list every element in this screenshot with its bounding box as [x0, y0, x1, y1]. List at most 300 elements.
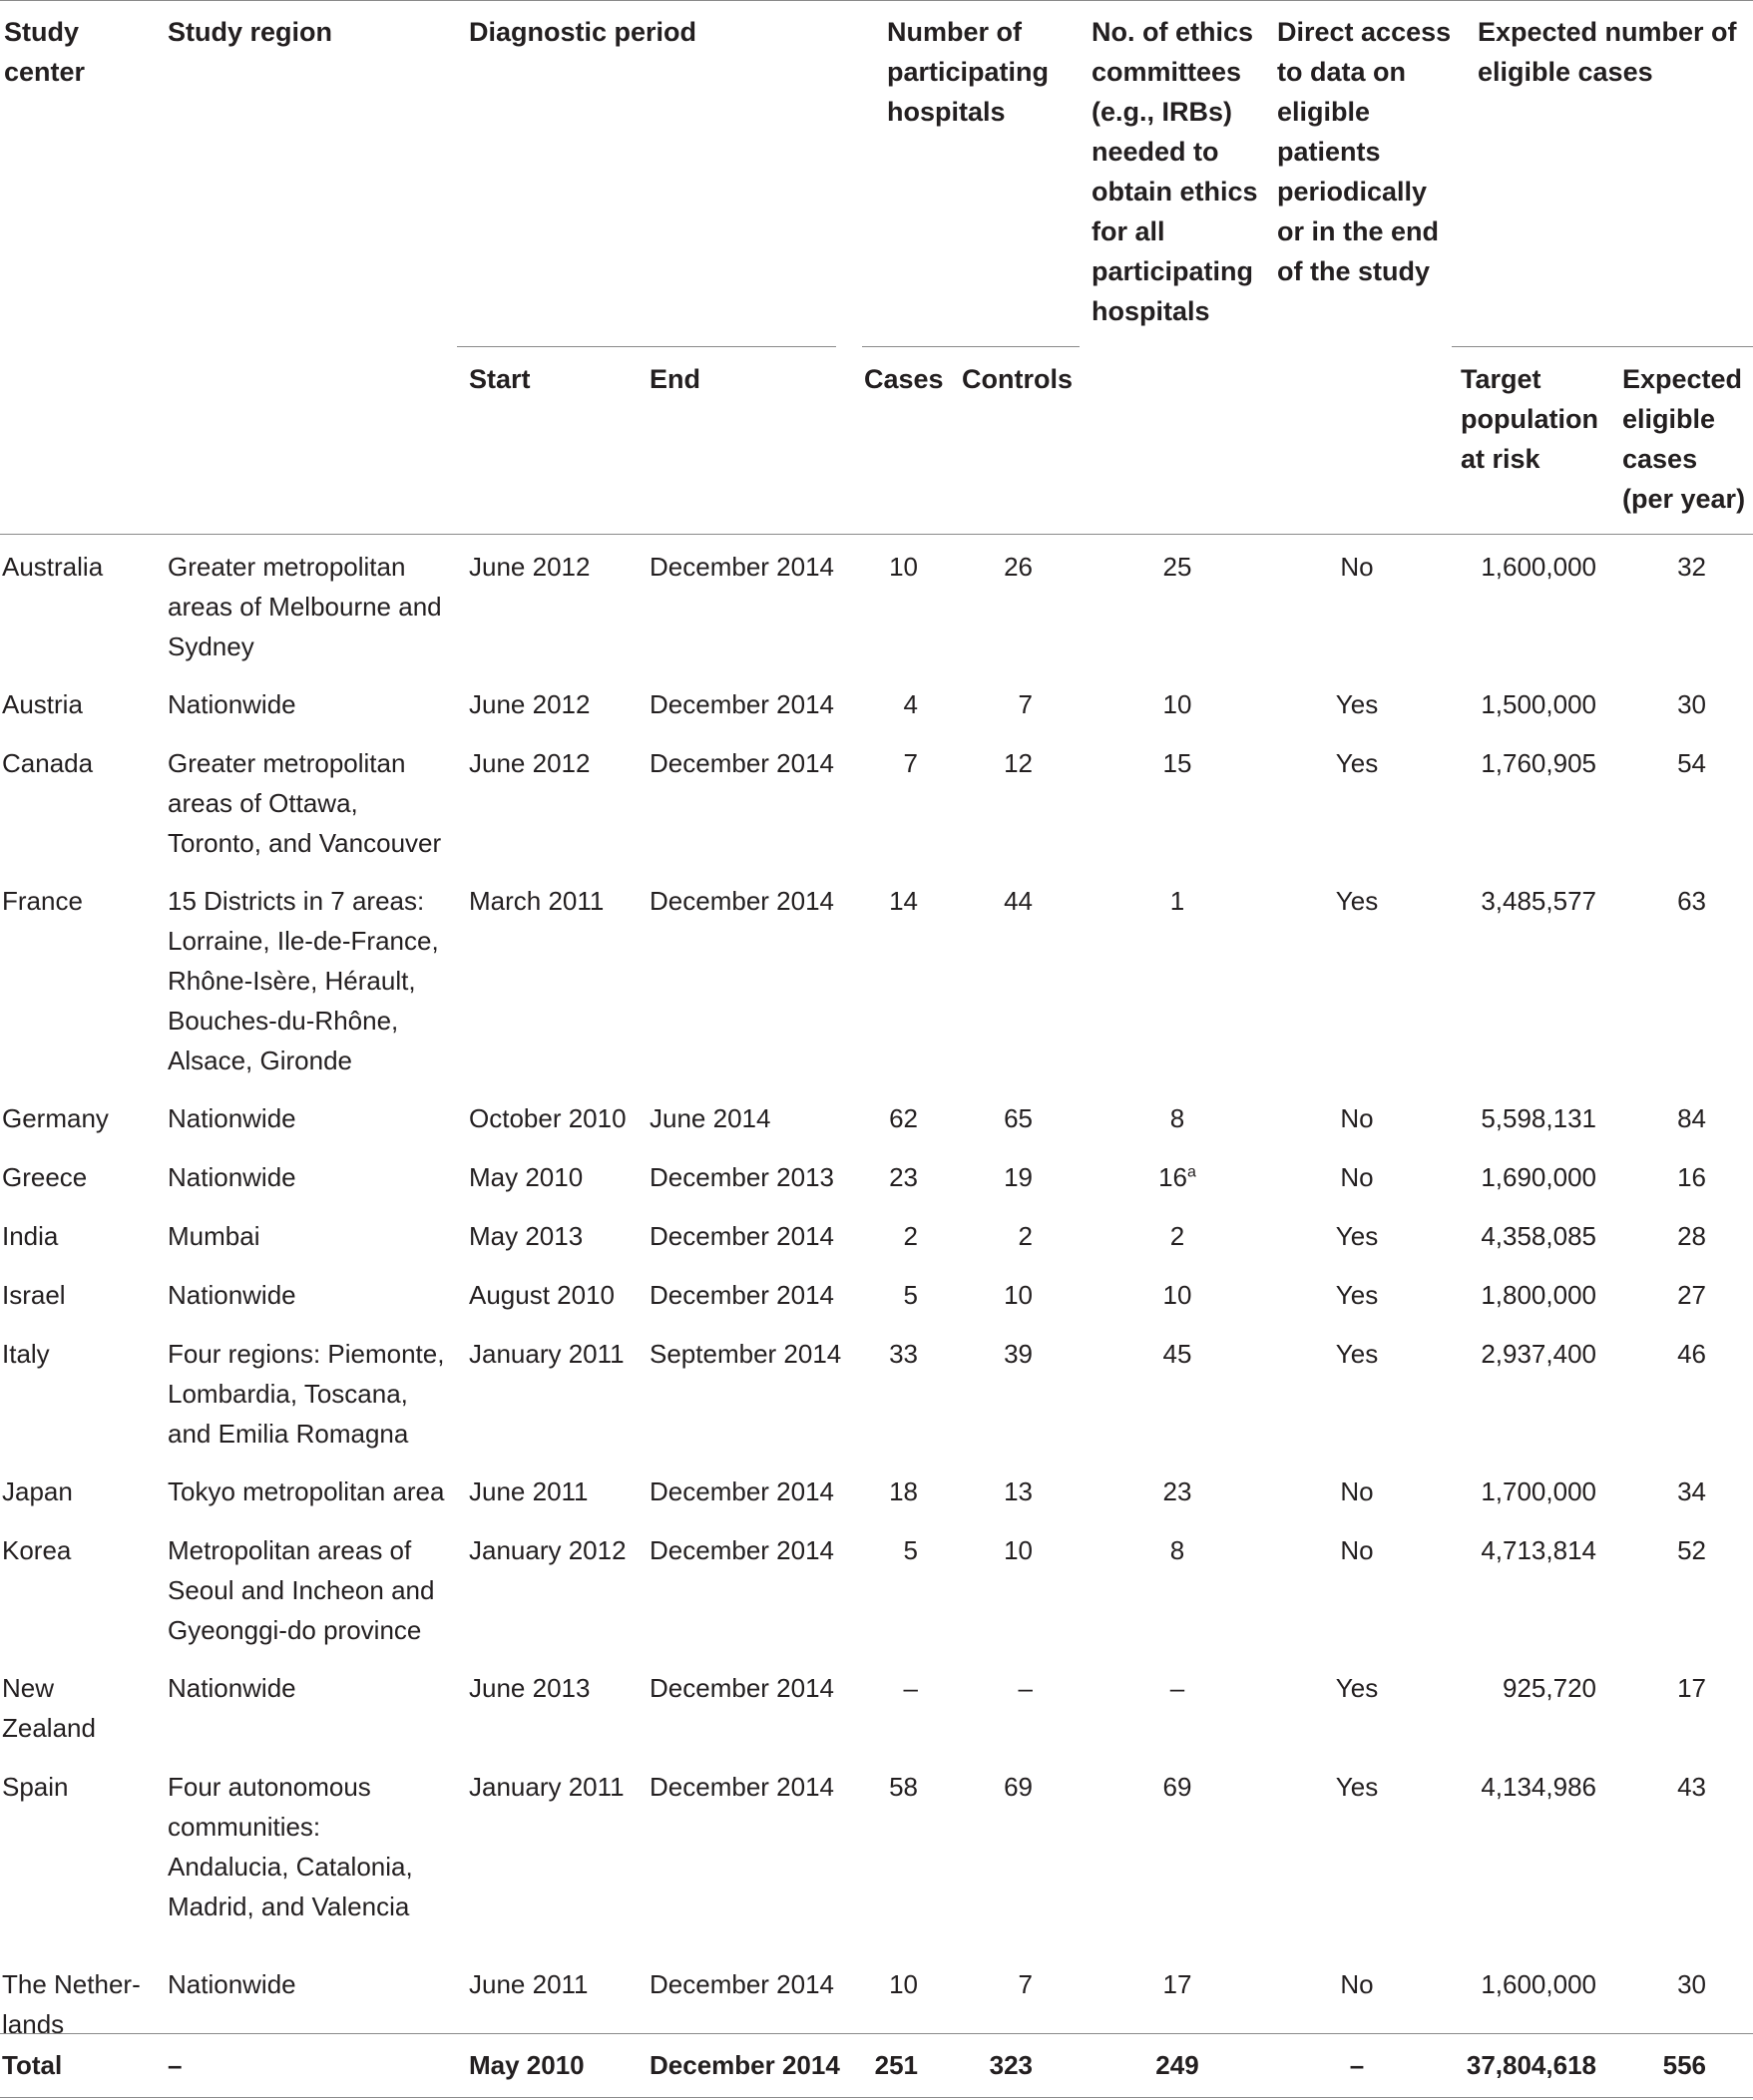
cell-cases [858, 881, 918, 921]
cell-study-center [2, 1767, 162, 1807]
cell-expected-eligible-text: 30 [1677, 1969, 1706, 1999]
cell-ethics-committees-text: 10 [1162, 689, 1192, 719]
cell-ethics-committees [1127, 743, 1227, 783]
cell-expected-eligible [1636, 1767, 1706, 1807]
cell-target-population-text: 5,598,131 [1481, 1103, 1596, 1133]
cell-study-center [2, 1098, 162, 1138]
cell-target-population-text: 1,500,000 [1481, 689, 1596, 719]
cell-ethics-committees [1127, 1334, 1227, 1374]
cell-target-population [1447, 547, 1596, 587]
cell-study-region-text: Nationwide [168, 1162, 296, 1192]
cell-study-region [168, 881, 457, 1080]
cell-study-region [168, 1530, 457, 1650]
cell-target-population-text: 1,690,000 [1481, 1162, 1596, 1192]
cell-target-population [1447, 1471, 1596, 1511]
cell-expected-eligible [1636, 1216, 1706, 1256]
cell-end-text: December 2013 [650, 1162, 834, 1192]
cell-study-center [2, 743, 162, 783]
cell-target-population [1447, 881, 1596, 921]
cell-controls [958, 1216, 1033, 1256]
cell-study-region-text: Nationwide [168, 1280, 296, 1310]
cell-target-population-text: 3,485,577 [1481, 886, 1596, 916]
cell-study-center [2, 881, 162, 921]
cell-end-text: December 2014 [650, 1772, 834, 1802]
cell-controls-text: 7 [1018, 689, 1033, 719]
cell-expected-eligible-text: 30 [1677, 689, 1706, 719]
cell-start [469, 743, 644, 783]
cell-controls-text: – [1018, 1673, 1033, 1703]
cell-study-center [2, 1275, 162, 1315]
cell-direct-access-text: No [1340, 552, 1374, 582]
cell-cases-text: 10 [889, 1969, 918, 1999]
cell-direct-access [1297, 1530, 1417, 1570]
cell-direct-access-text: Yes [1335, 689, 1379, 719]
cell-controls [958, 1334, 1033, 1374]
cell-cases [858, 743, 918, 783]
cell-ethics-committees-text: 17 [1162, 1969, 1192, 1999]
cell-study-region [168, 1964, 457, 2004]
cell-study-region [168, 684, 457, 724]
cell-end-text: December 2014 [650, 689, 834, 719]
cell-expected-eligible [1636, 684, 1706, 724]
cell-target-population-text: 1,700,000 [1481, 1476, 1596, 1506]
cell-controls [958, 1471, 1033, 1511]
cell-controls-text: 12 [1004, 748, 1033, 778]
cell-study-center [2, 1334, 162, 1374]
cell-ethics-committees-text: 15 [1162, 748, 1192, 778]
diagnostic-period-rule [457, 346, 836, 347]
cell-end [650, 1767, 849, 1807]
cell-study-region [168, 1216, 457, 1256]
cell-expected-eligible [1636, 1157, 1706, 1197]
cell-study-center-text: India [2, 1221, 59, 1251]
cell-start-text: March 2011 [469, 886, 605, 916]
cell-cases-text: 14 [889, 886, 918, 916]
cell-expected-eligible [1636, 1530, 1706, 1570]
cell-study-center-text: New Zealand [2, 1673, 96, 1743]
cell-expected-eligible-text: 28 [1677, 1221, 1706, 1251]
cell-study-region-text: Mumbai [168, 1221, 260, 1251]
cell-ethics-committees-text: 16 [1158, 1162, 1187, 1192]
cell-end-text: December 2014 [650, 1969, 834, 1999]
cell-controls [958, 1098, 1033, 1138]
cell-study-region [168, 1334, 457, 1454]
cell-target-population [1447, 1275, 1596, 1315]
cell-end-text: December 2014 [650, 1535, 834, 1565]
cell-controls-text: 26 [1004, 552, 1033, 582]
cell-end [650, 1216, 849, 1256]
cell-start-text: August 2010 [469, 1280, 616, 1310]
cell-start-text: June 2013 [469, 1673, 591, 1703]
cell-expected-eligible-text: 63 [1677, 886, 1706, 916]
cell-expected-eligible [1636, 1275, 1706, 1315]
cell-end [650, 1471, 849, 1511]
cell-direct-access [1297, 743, 1417, 783]
cell-start-text: October 2010 [469, 1103, 627, 1133]
cell-study-center-text: Australia [2, 552, 104, 582]
cell-ethics-committees [1127, 1098, 1227, 1138]
cell-direct-access [1297, 684, 1417, 724]
cell-start-text: May 2013 [469, 1221, 584, 1251]
cell-start-text: May 2010 [469, 2050, 585, 2080]
cell-start-text: June 2012 [469, 552, 591, 582]
cell-cases-text: 58 [889, 1772, 918, 1802]
cell-target-population-text: 925,720 [1503, 1673, 1596, 1703]
total-cell-cases [858, 2045, 918, 2085]
cell-target-population [1447, 1668, 1596, 1708]
cell-target-population [1447, 1964, 1596, 2004]
cell-study-center [2, 547, 162, 587]
cell-cases-text: 7 [903, 748, 918, 778]
cell-cases-text: 5 [903, 1280, 918, 1310]
cell-end-text: June 2014 [650, 1103, 771, 1133]
cell-controls-text: 2 [1018, 1221, 1033, 1251]
cell-cases [858, 1964, 918, 2004]
cell-controls-text: 69 [1004, 1772, 1033, 1802]
cell-target-population-text: 4,134,986 [1481, 1772, 1596, 1802]
cell-expected-eligible-text: 46 [1677, 1339, 1706, 1369]
cell-cases-text: 18 [889, 1476, 918, 1506]
cell-expected-eligible-text: 34 [1677, 1476, 1706, 1506]
cell-controls-text: 19 [1004, 1162, 1033, 1192]
cell-expected-eligible [1636, 1668, 1706, 1708]
cell-ethics-committees-text: 249 [1155, 2050, 1199, 2080]
cell-ethics-committees-text: 25 [1162, 552, 1192, 582]
cell-cases [858, 1157, 918, 1197]
header-participating-hospitals: Number of participating hospitals [887, 17, 1050, 127]
cell-direct-access-text: Yes [1335, 886, 1379, 916]
cell-study-center [2, 1157, 162, 1197]
cell-study-region [168, 1767, 457, 1926]
cell-expected-eligible-text: 16 [1677, 1162, 1706, 1192]
cell-ethics-committees [1127, 1275, 1227, 1315]
cell-direct-access [1297, 1216, 1417, 1256]
cell-study-region-text: Nationwide [168, 1673, 296, 1703]
table-bottom-rule [0, 2097, 1753, 2098]
cell-ethics-committees [1127, 1767, 1227, 1807]
cell-controls [958, 1530, 1033, 1570]
cell-cases [858, 1471, 918, 1511]
total-top-rule [0, 2033, 1753, 2034]
total-cell-start [469, 2045, 644, 2085]
cell-direct-access-text: Yes [1335, 1772, 1379, 1802]
expected-cases-rule [1452, 346, 1753, 347]
cell-end [650, 1157, 849, 1197]
cell-cases [858, 547, 918, 587]
cell-study-region-text: – [168, 2050, 183, 2080]
cell-controls [958, 1767, 1033, 1807]
cell-end-text: December 2014 [650, 886, 834, 916]
total-cell-end [650, 2045, 849, 2085]
cell-start [469, 1767, 644, 1807]
cell-controls [958, 743, 1033, 783]
cell-end-text: December 2014 [650, 1673, 834, 1703]
cell-study-region-text: Four regions: Piemonte, Lombardia, Toscana, and Emilia Romagna [168, 1339, 445, 1449]
table-top-rule [0, 0, 1753, 1]
cell-start-text: January 2011 [469, 1339, 625, 1369]
cell-cases [858, 1216, 918, 1256]
cell-start [469, 1157, 644, 1197]
cell-study-region [168, 1275, 457, 1315]
cell-ethics-committees [1127, 1216, 1227, 1256]
cell-study-region-text: Greater metropolitan areas of Ottawa, Toronto, and Vancouver [168, 748, 442, 858]
cell-direct-access [1297, 1098, 1417, 1138]
header-end: End [650, 364, 700, 394]
header-study-center: Study center [4, 17, 86, 87]
cell-direct-access [1297, 1157, 1417, 1197]
cell-end [650, 743, 849, 783]
cell-cases [858, 1098, 918, 1138]
cell-study-region [168, 1098, 457, 1138]
cell-study-center-text: Spain [2, 1772, 69, 1802]
header-target-population: Target population at risk [1461, 364, 1598, 474]
cell-direct-access [1297, 881, 1417, 921]
cell-start-text: June 2011 [469, 1476, 589, 1506]
cell-direct-access-text: No [1340, 1162, 1374, 1192]
cell-study-center-text: Canada [2, 748, 94, 778]
cell-cases-text: 10 [889, 552, 918, 582]
total-cell-expected-eligible [1636, 2045, 1706, 2085]
header-cases: Cases [864, 364, 944, 394]
cell-start [469, 547, 644, 587]
hospitals-rule [862, 346, 1080, 347]
cell-study-region-text: Nationwide [168, 1103, 296, 1133]
cell-controls [958, 1668, 1033, 1708]
cell-ethics-committees [1127, 1157, 1227, 1197]
cell-study-center [2, 1530, 162, 1570]
cell-cases-text: 33 [889, 1339, 918, 1369]
cell-end-text: December 2014 [650, 552, 834, 582]
total-cell-target-population [1447, 2045, 1596, 2085]
cell-cases-text: 62 [889, 1103, 918, 1133]
total-cell-study-region [168, 2045, 457, 2085]
cell-study-center-text: Japan [2, 1476, 73, 1506]
cell-target-population [1447, 1216, 1596, 1256]
cell-study-center-text: Austria [2, 689, 83, 719]
cell-study-region-text: Metropolitan areas of Seoul and Incheon and Gyeonggi-do province [168, 1535, 435, 1645]
cell-start-text: June 2012 [469, 748, 591, 778]
cell-controls [958, 1964, 1033, 2004]
cell-cases-text: – [903, 1673, 918, 1703]
cell-end-text: December 2014 [650, 1221, 834, 1251]
cell-start-text: January 2012 [469, 1535, 627, 1565]
cell-end [650, 1964, 849, 2004]
cell-expected-eligible-text: 84 [1677, 1103, 1706, 1133]
cell-direct-access-text: Yes [1335, 1673, 1379, 1703]
cell-end [650, 684, 849, 724]
cell-direct-access [1297, 1964, 1417, 2004]
cell-direct-access-text: – [1349, 2050, 1365, 2080]
header-diagnostic-period: Diagnostic period [469, 17, 697, 47]
cell-expected-eligible [1636, 1471, 1706, 1511]
cell-target-population-text: 4,358,085 [1481, 1221, 1596, 1251]
cell-end [650, 547, 849, 587]
cell-study-center [2, 1471, 162, 1511]
cell-cases [858, 1668, 918, 1708]
cell-study-center [2, 1216, 162, 1256]
cell-direct-access-text: Yes [1335, 1221, 1379, 1251]
cell-ethics-committees-text: 23 [1162, 1476, 1192, 1506]
cell-cases-text: 23 [889, 1162, 918, 1192]
cell-target-population [1447, 1530, 1596, 1570]
cell-target-population-text: 1,600,000 [1481, 1969, 1596, 1999]
cell-ethics-committees [1127, 684, 1227, 724]
cell-controls-text: 13 [1004, 1476, 1033, 1506]
cell-expected-eligible-text: 17 [1677, 1673, 1706, 1703]
header-start: Start [469, 364, 531, 394]
cell-cases [858, 1334, 918, 1374]
header-bottom-rule [0, 534, 1753, 535]
total-cell-study-center [2, 2045, 162, 2085]
cell-start [469, 1216, 644, 1256]
footnote-marker: a [1187, 1163, 1196, 1181]
cell-ethics-committees-text: – [1169, 1673, 1185, 1703]
cell-cases-text: 2 [903, 1221, 918, 1251]
cell-direct-access-text: No [1340, 1969, 1374, 1999]
cell-study-region-text: Tokyo metropolitan area [168, 1476, 445, 1506]
cell-direct-access-text: No [1340, 1476, 1374, 1506]
cell-target-population [1447, 743, 1596, 783]
cell-study-region-text: Nationwide [168, 689, 296, 719]
total-cell-controls [958, 2045, 1033, 2085]
cell-ethics-committees-text: 8 [1169, 1535, 1185, 1565]
cell-cases [858, 1530, 918, 1570]
cell-ethics-committees-text: 69 [1162, 1772, 1192, 1802]
cell-controls [958, 881, 1033, 921]
cell-study-center-text: France [2, 886, 83, 916]
cell-study-region [168, 547, 457, 666]
cell-end-text: December 2014 [650, 2050, 840, 2080]
cell-cases-text: 251 [874, 2050, 918, 2080]
cell-direct-access-text: No [1340, 1103, 1374, 1133]
cell-start [469, 881, 644, 921]
header-ethics-committees: No. of ethics committees (e.g., IRBs) needed to obtain ethics for all participating hospitals [1092, 17, 1258, 326]
cell-cases-text: 5 [903, 1535, 918, 1565]
cell-direct-access-text: Yes [1335, 1280, 1379, 1310]
cell-start [469, 1098, 644, 1138]
cell-target-population-text: 37,804,618 [1466, 2050, 1596, 2080]
cell-controls-text: 323 [989, 2050, 1033, 2080]
cell-target-population [1447, 1157, 1596, 1197]
cell-ethics-committees-text: 1 [1169, 886, 1185, 916]
cell-study-region-text: Nationwide [168, 1969, 296, 1999]
cell-direct-access [1297, 1275, 1417, 1315]
cell-cases [858, 684, 918, 724]
cell-expected-eligible-text: 27 [1677, 1280, 1706, 1310]
cell-study-region [168, 1157, 457, 1197]
cell-start [469, 1530, 644, 1570]
cell-study-center-text: The Nether- lands [2, 1969, 141, 2039]
cell-controls-text: 10 [1004, 1280, 1033, 1310]
cell-end [650, 881, 849, 921]
cell-study-center-text: Italy [2, 1339, 50, 1369]
cell-end [650, 1275, 849, 1315]
cell-ethics-committees [1127, 547, 1227, 587]
cell-controls-text: 10 [1004, 1535, 1033, 1565]
cell-study-region [168, 1668, 457, 1708]
cell-ethics-committees [1127, 1668, 1227, 1708]
cell-cases [858, 1275, 918, 1315]
cell-ethics-committees [1127, 1471, 1227, 1511]
cell-start [469, 684, 644, 724]
cell-expected-eligible-text: 54 [1677, 748, 1706, 778]
cell-end-text: December 2014 [650, 748, 834, 778]
cell-ethics-committees [1127, 1964, 1227, 2004]
header-controls: Controls [962, 364, 1073, 394]
cell-controls [958, 1275, 1033, 1315]
header-study-region: Study region [168, 17, 333, 47]
cell-controls-text: 39 [1004, 1339, 1033, 1369]
cell-expected-eligible-text: 52 [1677, 1535, 1706, 1565]
cell-target-population [1447, 1334, 1596, 1374]
cell-study-region-text: 15 Districts in 7 areas: Lorraine, Ile-de-France, Rhône-Isère, Hérault, Bouches-du-Rhône, Alsace, Gironde [168, 886, 439, 1075]
cell-study-center [2, 1964, 162, 2044]
cell-ethics-committees [1127, 881, 1227, 921]
cell-target-population-text: 1,600,000 [1481, 552, 1596, 582]
cell-start-text: June 2012 [469, 689, 591, 719]
cell-direct-access [1297, 547, 1417, 587]
cell-cases [858, 1767, 918, 1807]
cell-start [469, 1668, 644, 1708]
cell-target-population-text: 2,937,400 [1481, 1339, 1596, 1369]
cell-expected-eligible [1636, 1964, 1706, 2004]
header-direct-access: Direct access to data on eligible patients periodically or in the end of the study [1277, 17, 1452, 286]
cell-controls-text: 44 [1004, 886, 1033, 916]
cell-direct-access [1297, 1668, 1417, 1708]
cell-direct-access-text: Yes [1335, 748, 1379, 778]
cell-expected-eligible-text: 32 [1677, 552, 1706, 582]
cell-controls [958, 684, 1033, 724]
cell-target-population-text: 4,713,814 [1481, 1535, 1596, 1565]
cell-end-text: September 2014 [650, 1339, 842, 1369]
cell-study-region [168, 1471, 457, 1511]
cell-target-population [1447, 1767, 1596, 1807]
cell-end [650, 1098, 849, 1138]
cell-controls [958, 1157, 1033, 1197]
cell-study-center [2, 684, 162, 724]
cell-study-center-text: Germany [2, 1103, 109, 1133]
cell-expected-eligible [1636, 1098, 1706, 1138]
cell-expected-eligible-text: 43 [1677, 1772, 1706, 1802]
cell-start-text: May 2010 [469, 1162, 584, 1192]
header-expected-cases: Expected number of eligible cases [1478, 17, 1737, 87]
cell-end-text: December 2014 [650, 1476, 834, 1506]
cell-start [469, 1471, 644, 1511]
cell-ethics-committees [1127, 1530, 1227, 1570]
cell-cases-text: 4 [903, 689, 918, 719]
cell-direct-access-text: No [1340, 1535, 1374, 1565]
cell-expected-eligible [1636, 743, 1706, 783]
cell-study-center-text: Total [2, 2050, 63, 2080]
cell-target-population [1447, 1098, 1596, 1138]
cell-direct-access [1297, 1767, 1417, 1807]
cell-start [469, 1964, 644, 2004]
cell-study-region [168, 743, 457, 863]
total-cell-ethics-committees [1127, 2045, 1227, 2085]
cell-start [469, 1334, 644, 1374]
cell-target-population-text: 1,800,000 [1481, 1280, 1596, 1310]
cell-study-center [2, 1668, 162, 1748]
cell-end-text: December 2014 [650, 1280, 834, 1310]
cell-controls-text: 7 [1018, 1969, 1033, 1999]
total-cell-direct-access [1297, 2045, 1417, 2085]
cell-study-center-text: Korea [2, 1535, 72, 1565]
cell-end [650, 1530, 849, 1570]
cell-expected-eligible [1636, 1334, 1706, 1374]
cell-expected-eligible [1636, 881, 1706, 921]
cell-direct-access [1297, 1471, 1417, 1511]
cell-study-center-text: Israel [2, 1280, 66, 1310]
